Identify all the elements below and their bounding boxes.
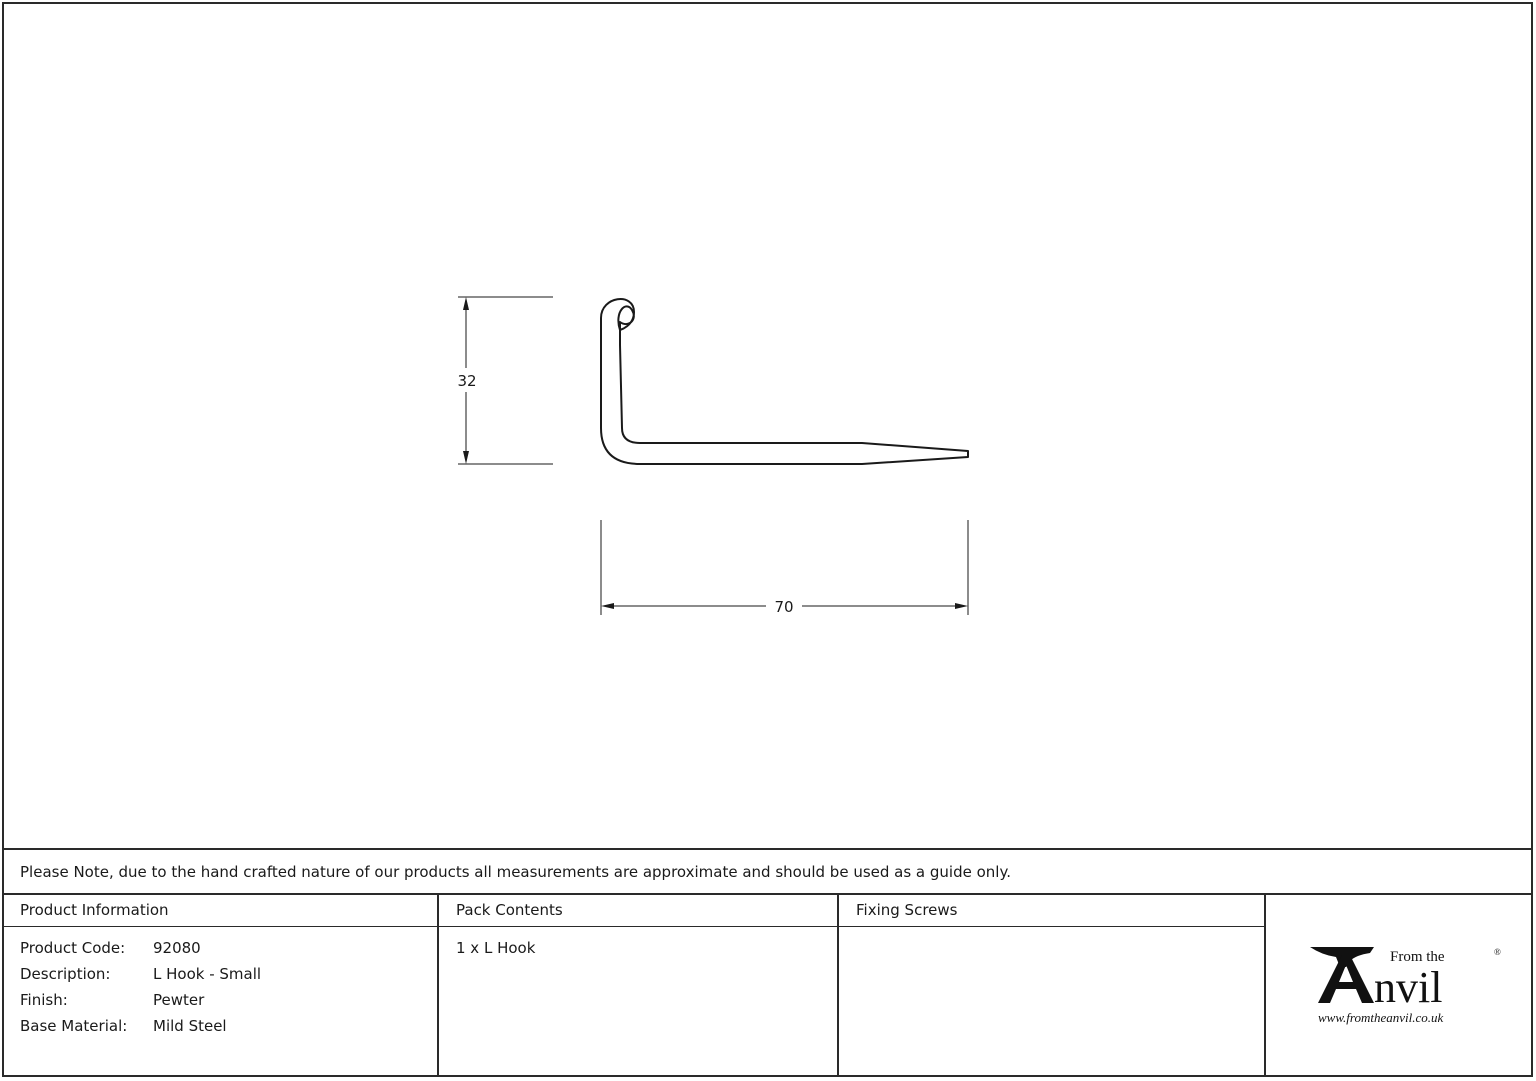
logo-from-the: From the: [1390, 949, 1445, 965]
pack-item: 1 x L Hook: [456, 939, 536, 957]
logo-nvil: nvil: [1374, 963, 1443, 1012]
header-divider: [2, 926, 438, 927]
dimension-height: [457, 297, 553, 464]
base-material-label: Base Material:: [20, 1017, 128, 1035]
dimension-width-label: 70: [774, 598, 794, 616]
fixing-screws-header: Fixing Screws: [856, 901, 958, 919]
header-divider: [438, 926, 838, 927]
finish-label: Finish:: [20, 991, 68, 1009]
description-value: L Hook - Small: [153, 965, 262, 983]
logo-url: www.fromtheanvil.co.uk: [1318, 1010, 1444, 1025]
finish-value: Pewter: [153, 991, 205, 1009]
dimension-width: [601, 520, 968, 616]
disclaimer-text: Please Note, due to the hand crafted nature of our products all measurements are approximate and should be used as a guide only.: [20, 863, 1011, 881]
header-divider: [838, 926, 1265, 927]
fixing-screws-panel: [838, 895, 1265, 1077]
pack-contents-panel: [438, 895, 838, 1077]
base-material-value: Mild Steel: [153, 1017, 227, 1035]
logo-letter-a: [1318, 955, 1374, 1003]
description-label: Description:: [20, 965, 111, 983]
disclaimer-row: [2, 848, 1533, 895]
product-code-value: 92080: [153, 939, 201, 957]
product-info-panel: [2, 895, 438, 1077]
from-the-anvil-logo: [1266, 895, 1532, 1077]
anvil-logo-graphic: [1266, 895, 1532, 1077]
pack-contents-header: Pack Contents: [456, 901, 563, 919]
product-info-header: Product Information: [20, 901, 169, 919]
product-code-label: Product Code:: [20, 939, 126, 957]
dimension-height-label: 32: [457, 372, 477, 390]
logo-registered: ®: [1494, 947, 1501, 957]
l-hook-outline: [601, 299, 968, 464]
